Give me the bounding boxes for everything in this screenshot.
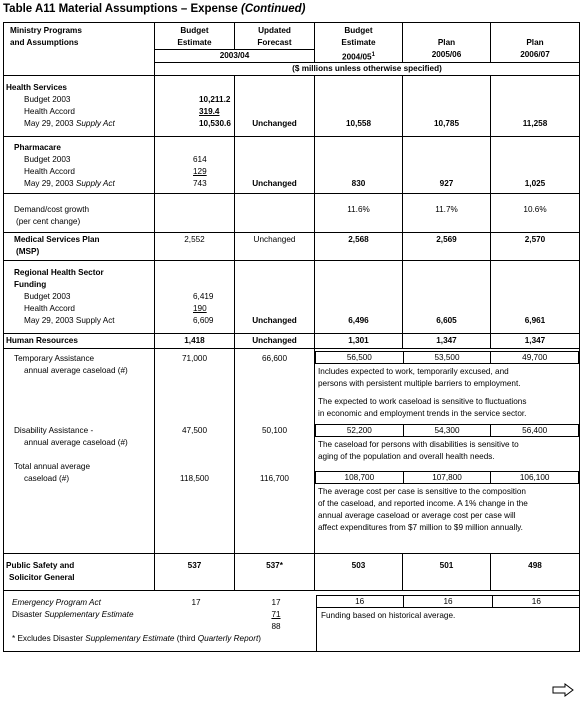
health-forecast: Unchanged — [235, 76, 315, 137]
health-services-row — [4, 76, 580, 137]
hr-e0405: 1,301 — [315, 334, 403, 349]
da-note: The caseload for persons with disabilities is sensitive to aging of the population and overall health needs. — [318, 440, 519, 461]
demand-label: Demand/cost growth (per cent change) — [4, 194, 155, 233]
msp-forecast: Unchanged — [235, 233, 315, 261]
regional-p0506: 6,605 — [403, 261, 491, 334]
msp-p0607: 2,570 — [491, 233, 580, 261]
demand-forecast — [235, 194, 315, 233]
psg-e0405: 503 — [315, 554, 403, 591]
arrow-right-outline-icon[interactable] — [552, 683, 574, 702]
psg-ep-budget: 17 — [191, 598, 201, 607]
psg-p0607: 498 — [491, 554, 580, 591]
health-e0405: 10,558 — [315, 76, 403, 137]
hr-details-projections — [315, 349, 580, 554]
ta-values: 56,500 53,500 49,700 — [315, 351, 579, 364]
demand-p0506: 11.7% — [403, 194, 491, 233]
psg-label: Public Safety and Solicitor General — [4, 554, 155, 591]
psg-forecast: 537* — [235, 554, 315, 591]
regional-p0607: 6,961 — [491, 261, 580, 334]
pharmacare-e0405: 830 — [315, 137, 403, 194]
hr-label: Human Resources — [4, 334, 155, 349]
demand-p0607: 10.6% — [491, 194, 580, 233]
psg-details — [4, 591, 580, 652]
pharmacare-forecast: Unchanged — [235, 137, 315, 194]
pharmacare-budget: 614 129 743 — [155, 137, 235, 194]
psg-details-row — [4, 591, 580, 652]
regional-e0405: 6,496 — [315, 261, 403, 334]
header-budget-estimate: Budget Estimate — [155, 23, 235, 50]
psg-ep-values: 16 16 16 Funding based on historical average. — [316, 595, 580, 624]
psg-p0506: 501 — [403, 554, 491, 591]
pharmacare-row — [4, 137, 580, 194]
hr-details-forecast: 66,600 50,100 116,700 — [235, 349, 315, 554]
total-values: 108,700 107,800 106,100 — [315, 471, 579, 484]
msp-p0506: 2,569 — [403, 233, 491, 261]
msp-budget: 2,552 — [155, 233, 235, 261]
health-budget: 10,211.2 319.4 10,530.6 — [155, 76, 235, 137]
pharmacare-p0506: 927 — [403, 137, 491, 194]
psg-ep-forecast-col: 17 71 88 — [271, 598, 281, 631]
demand-row — [4, 194, 580, 233]
regional-row — [4, 261, 580, 334]
hr-details-labels: Temporary Assistance annual average caseload (#) Disability Assistance - annual average caseload (#) Total annual average caseload (#) — [4, 349, 155, 554]
header-plan-0607: Plan 2006/07 — [491, 23, 580, 63]
hr-p0506: 1,347 — [403, 334, 491, 349]
hr-row — [4, 334, 580, 349]
hr-budget: 1,418 — [155, 334, 235, 349]
regional-budget: 6,419 190 6,609 — [155, 261, 235, 334]
header-plan-0506: Plan 2005/06 — [403, 23, 491, 63]
regional-label: Regional Health Sector Funding Budget 2003 Health Accord May 29, 2003 Supply Act — [4, 261, 155, 334]
da-values: 52,200 54,300 56,400 — [315, 424, 579, 437]
hr-p0607: 1,347 — [491, 334, 580, 349]
header-year-span: 2003/04 — [155, 50, 315, 63]
ta-note: Includes expected to work, temporarily excused, and persons with persistent multiple barriers to employment. The expected to work caseload is sensitive to fluctuations in economic and employment trends in the service sector. — [318, 367, 527, 418]
psg-ds-note: Funding based on historical average. — [321, 611, 456, 620]
psg-budget: 537 — [155, 554, 235, 591]
table-title: Table A11 Material Assumptions – Expense (Continued) — [3, 3, 306, 15]
msp-label: Medical Services Plan (MSP) — [4, 233, 155, 261]
psg-row — [4, 554, 580, 591]
pharmacare-p0607: 1,025 — [491, 137, 580, 194]
demand-e0405: 11.6% — [315, 194, 403, 233]
psg-footnote: * Excludes Disaster Supplementary Estimate (third Quarterly Report) — [12, 634, 261, 643]
demand-budget — [155, 194, 235, 233]
total-note: The average cost per case is sensitive to the composition of the caseload, and reported income. A 1% change in the annual average caseload or average cost per case will affect expenditures from $7 million to $9 million annually. — [318, 487, 528, 532]
health-p0506: 10,785 — [403, 76, 491, 137]
msp-e0405: 2,568 — [315, 233, 403, 261]
regional-forecast: Unchanged — [235, 261, 315, 334]
header-row — [4, 23, 580, 50]
hr-details-budget: 71,000 47,500 118,500 — [155, 349, 235, 554]
health-label: Health Services Budget 2003 Health Accord May 29, 2003 Supply Act — [4, 76, 155, 137]
health-p0607: 11,258 — [491, 76, 580, 137]
header-units: ($ millions unless otherwise specified) — [155, 63, 580, 76]
hr-details-row — [4, 349, 580, 554]
header-estimate-0405: Budget Estimate $2004/05^1$ — [315, 23, 403, 63]
header-programs: Ministry Programs and Assumptions — [4, 23, 155, 76]
psg-divider — [316, 595, 317, 651]
psg-detail-labels: Emergency Program Act Disaster Supplementary Estimate — [12, 598, 134, 619]
material-assumptions-table — [3, 22, 580, 652]
header-updated-forecast: Updated Forecast — [235, 23, 315, 50]
pharmacare-label: Pharmacare Budget 2003 Health Accord May 29, 2003 Supply Act — [4, 137, 155, 194]
msp-row — [4, 233, 580, 261]
hr-forecast: Unchanged — [235, 334, 315, 349]
